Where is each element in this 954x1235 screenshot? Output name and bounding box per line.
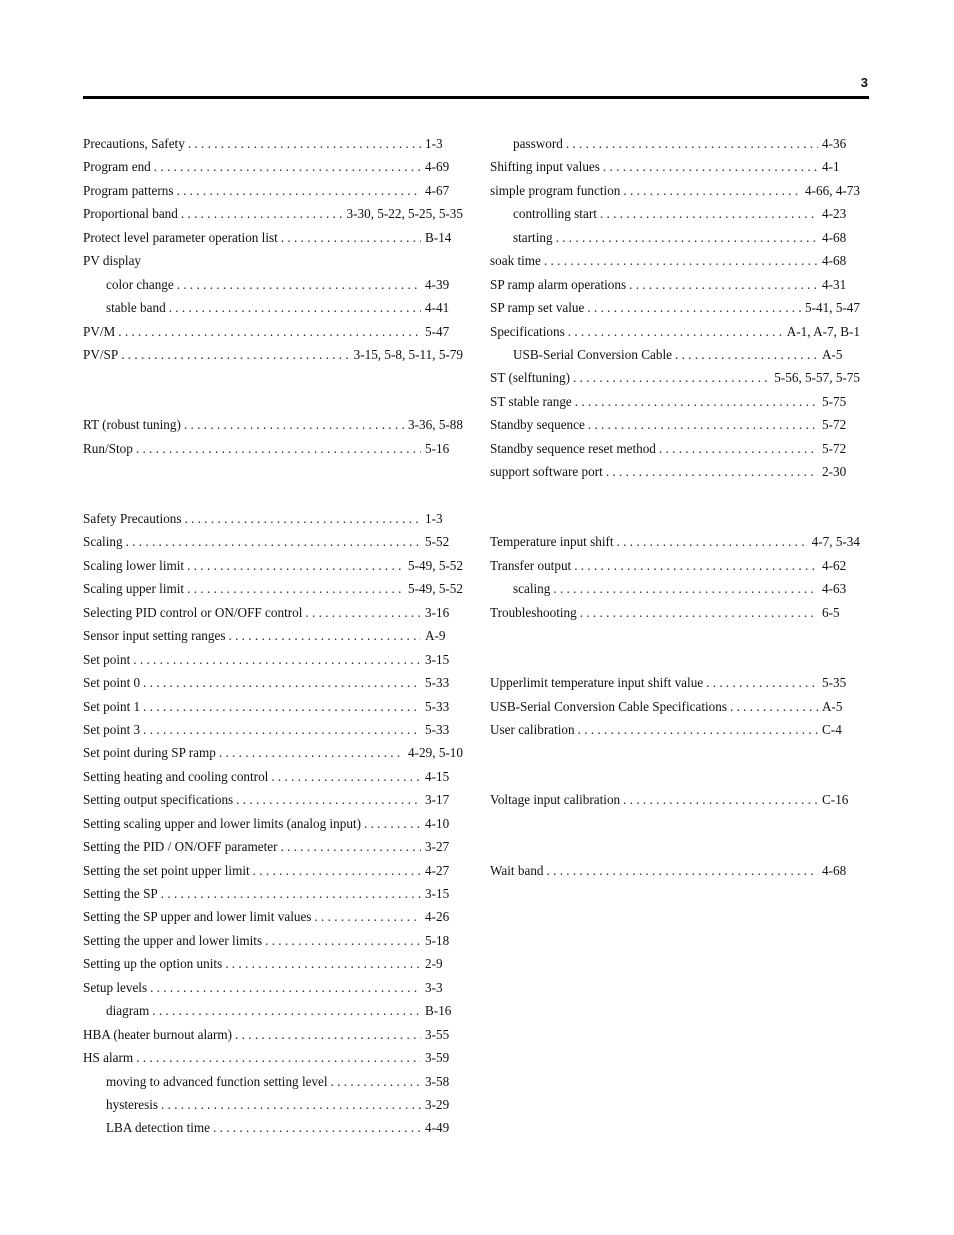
index-term: Protect level parameter operation list <box>83 229 278 245</box>
index-page-ref: A-9 <box>425 628 446 644</box>
index-page-ref: 4-69 <box>425 159 450 175</box>
dot-leader <box>364 812 421 835</box>
index-page-ref: 4-36 <box>822 136 847 151</box>
index-subentry <box>83 1070 463 1093</box>
index-term: color change <box>106 276 174 292</box>
index-term: Program end <box>83 159 151 175</box>
index-page-ref: 3-36, 5-88 <box>408 417 463 433</box>
index-page-ref: 5-35 <box>822 675 847 691</box>
index-term: hysteresis <box>106 1096 159 1112</box>
index-term: PV display <box>83 253 142 269</box>
index-page-ref: C-4 <box>822 721 842 737</box>
index-page-ref: 3-30, 5-22, 5-25, 5-35 <box>346 206 463 222</box>
index-subentry <box>490 343 860 366</box>
index-page-ref: A-5 <box>822 698 843 714</box>
section-gap <box>83 366 463 389</box>
dot-leader <box>574 554 818 577</box>
index-entry <box>490 718 860 741</box>
index-subentry <box>490 577 860 600</box>
index-term: Setting the upper and lower limits <box>83 932 263 948</box>
index-page-ref: 5-33 <box>425 698 450 714</box>
index-page-ref: 4-27 <box>425 862 450 878</box>
index-term: HS alarm <box>83 1050 134 1066</box>
dot-leader <box>675 343 818 366</box>
index-term: HBA (heater burnout alarm) <box>83 1026 233 1042</box>
index-page-ref: A-5 <box>822 346 843 362</box>
index-term: soak time <box>490 253 541 269</box>
index-term: Set point 3 <box>83 721 141 737</box>
index-term: Setting output specifications <box>83 792 234 808</box>
dot-leader <box>265 929 421 952</box>
index-term: stable band <box>106 300 166 316</box>
dot-leader <box>152 999 421 1022</box>
index-page-ref: 4-31 <box>822 276 847 292</box>
index-entry <box>83 530 463 553</box>
index-term: SP ramp alarm operations <box>490 276 627 292</box>
section-gap <box>490 765 860 788</box>
dot-leader <box>600 202 818 225</box>
dot-leader <box>181 202 343 225</box>
index-entry <box>83 952 463 975</box>
index-entry <box>83 577 463 600</box>
index-term: Setup levels <box>83 979 148 995</box>
index-column-right <box>490 132 860 882</box>
index-term: Troubleshooting <box>490 604 577 620</box>
index-entry <box>490 296 860 319</box>
dot-leader <box>253 859 421 882</box>
index-term: controlling start <box>513 206 597 222</box>
index-entry <box>83 905 463 928</box>
index-term: Proportional band <box>83 206 178 222</box>
index-entry <box>83 835 463 858</box>
index-page-ref: 5-75 <box>822 393 847 409</box>
dot-leader <box>228 624 421 647</box>
section-gap <box>490 812 860 835</box>
index-term: scaling <box>513 581 551 597</box>
index-term: Scaling upper limit <box>83 581 185 597</box>
dot-leader <box>184 413 404 436</box>
index-subentry <box>83 273 463 296</box>
index-entry <box>83 179 463 202</box>
index-term: Sensor input setting ranges <box>83 628 226 644</box>
dot-leader <box>225 952 421 975</box>
section-gap <box>83 390 463 413</box>
index-entry <box>490 390 860 413</box>
header-rule <box>83 96 869 99</box>
index-page-ref: 5-72 <box>822 417 847 433</box>
index-entry <box>83 929 463 952</box>
index-page-ref: 4-10 <box>425 815 450 831</box>
index-page-ref: 4-67 <box>425 182 450 198</box>
page-number: 3 <box>860 75 868 90</box>
index-term: USB-Serial Conversion Cable <box>513 346 672 362</box>
index-term: diagram <box>106 1003 150 1019</box>
index-entry <box>490 530 860 553</box>
index-term: Setting the SP upper and lower limit values <box>83 909 312 925</box>
index-entry <box>83 507 463 530</box>
dot-leader <box>235 1023 421 1046</box>
index-entry <box>490 859 860 882</box>
index-entry <box>83 718 463 741</box>
dot-leader <box>547 859 818 882</box>
dot-leader <box>314 905 421 928</box>
dot-leader <box>587 296 801 319</box>
index-entry <box>83 976 463 999</box>
index-entry <box>490 366 860 389</box>
dot-leader <box>331 1070 421 1093</box>
dot-leader <box>150 976 421 999</box>
index-term: Setting heating and cooling control <box>83 768 269 784</box>
dot-leader <box>133 648 421 671</box>
index-page-ref: 5-49, 5-52 <box>408 557 463 573</box>
index-entry <box>490 155 860 178</box>
index-term: Safety Precautions <box>83 511 182 526</box>
index-term: Standby sequence reset method <box>490 440 656 456</box>
dot-leader <box>236 788 421 811</box>
index-entry <box>490 554 860 577</box>
index-page-ref: 5-41, 5-47 <box>805 300 860 316</box>
dot-leader <box>706 671 818 694</box>
index-term: Standby sequence <box>490 417 585 433</box>
dot-leader <box>553 577 818 600</box>
dot-leader <box>617 530 808 553</box>
index-page-ref: A-1, A-7, B-1 <box>786 323 860 339</box>
dot-leader <box>623 788 818 811</box>
index-entry <box>83 1046 463 1069</box>
index-page-ref: 4-68 <box>822 253 847 269</box>
index-subentry <box>83 1116 463 1139</box>
index-term: Precautions, Safety <box>83 136 185 151</box>
index-entry <box>490 437 860 460</box>
index-entry <box>83 155 463 178</box>
dot-leader <box>578 718 818 741</box>
index-term: Temperature input shift <box>490 534 614 550</box>
dot-leader <box>603 155 818 178</box>
dot-leader <box>606 460 818 483</box>
index-page-ref: 4-68 <box>822 862 847 878</box>
index-term: User calibration <box>490 721 575 737</box>
index-page-ref: B-16 <box>425 1003 452 1019</box>
index-page-ref: 4-63 <box>822 581 847 597</box>
index-page-ref: 3-27 <box>425 839 450 855</box>
index-term: Set point 0 <box>83 675 141 691</box>
index-entry <box>490 788 860 811</box>
index-page-ref: 5-52 <box>425 534 450 550</box>
index-page-ref: 2-30 <box>822 464 847 480</box>
index-page-ref: 3-29 <box>425 1096 450 1112</box>
index-page-ref: 4-62 <box>822 557 847 573</box>
index-term: Setting the set point upper limit <box>83 862 250 878</box>
index-subentry <box>490 226 860 249</box>
index-term: moving to advanced function setting level <box>106 1073 328 1089</box>
index-column-left <box>83 132 463 1140</box>
index-term: Scaling <box>83 534 123 550</box>
index-entry <box>83 859 463 882</box>
index-page-ref: 3-59 <box>425 1050 450 1066</box>
index-term: password <box>513 136 563 151</box>
dot-leader <box>185 507 421 530</box>
dot-leader <box>271 765 421 788</box>
index-page-ref: 1-3 <box>425 136 443 151</box>
dot-leader <box>136 437 421 460</box>
dot-leader <box>136 1046 421 1069</box>
index-page-ref: 5-18 <box>425 932 450 948</box>
dot-leader <box>143 695 421 718</box>
index-term: support software port <box>490 464 603 480</box>
section-gap <box>490 741 860 764</box>
index-term: simple program function <box>490 182 621 198</box>
index-page-ref: 3-3 <box>425 979 443 995</box>
index-term: Voltage input calibration <box>490 792 621 808</box>
index-entry <box>83 624 463 647</box>
dot-leader <box>187 554 404 577</box>
index-page-ref: 4-66, 4-73 <box>805 182 860 198</box>
dot-leader <box>154 155 421 178</box>
dot-leader <box>161 1093 421 1116</box>
index-term: Setting the PID / ON/OFF parameter <box>83 839 278 855</box>
index-term: SP ramp set value <box>490 300 585 316</box>
index-page-ref: 4-41 <box>425 300 450 316</box>
dot-leader <box>629 273 818 296</box>
dot-leader <box>281 226 421 249</box>
index-term: USB-Serial Conversion Cable Specifications <box>490 698 727 714</box>
index-entry <box>490 249 860 272</box>
index-entry <box>83 132 463 155</box>
index-term: LBA detection time <box>106 1120 211 1136</box>
index-entry <box>490 413 860 436</box>
index-page-ref: 3-15 <box>425 886 450 901</box>
index-entry <box>490 601 860 624</box>
index-term: starting <box>513 229 553 245</box>
dot-leader <box>580 601 818 624</box>
index-entry <box>83 413 463 436</box>
index-subentry <box>490 202 860 225</box>
index-entry <box>83 601 463 624</box>
index-term: Program patterns <box>83 182 174 198</box>
section-gap <box>490 624 860 647</box>
index-entry <box>83 765 463 788</box>
dot-leader <box>169 296 421 319</box>
index-term: Setting the SP <box>83 886 158 901</box>
dot-leader <box>219 741 404 764</box>
index-term: Scaling lower limit <box>83 557 185 573</box>
index-page-ref: 2-9 <box>425 956 443 972</box>
index-page-ref: 3-15, 5-8, 5-11, 5-79 <box>353 346 463 362</box>
dot-leader <box>281 835 422 858</box>
index-entry <box>83 695 463 718</box>
section-gap <box>490 507 860 530</box>
index-page-ref: 5-47 <box>425 323 450 339</box>
index-page-ref: 4-15 <box>425 768 450 784</box>
index-entry <box>83 648 463 671</box>
index-page-ref: 3-58 <box>425 1073 450 1089</box>
index-entry <box>83 226 463 249</box>
section-gap <box>83 460 463 483</box>
index-term: Set point 1 <box>83 698 141 714</box>
index-entry <box>83 1023 463 1046</box>
index-subentry <box>490 132 860 155</box>
dot-leader <box>126 530 421 553</box>
dot-leader <box>573 366 770 389</box>
dot-leader <box>566 132 818 155</box>
index-page-ref: 5-33 <box>425 675 450 691</box>
index-term: Setting up the option units <box>83 956 223 972</box>
index-page-ref: 4-7, 5-34 <box>811 534 860 550</box>
index-term: Specifications <box>490 323 565 339</box>
index-entry <box>83 554 463 577</box>
index-term: PV/SP <box>83 346 119 362</box>
index-entry <box>83 671 463 694</box>
section-gap <box>490 835 860 858</box>
index-entry <box>83 812 463 835</box>
index-page-ref: 3-15 <box>425 651 450 667</box>
index-page-ref: 1-3 <box>425 511 443 526</box>
index-page-ref: 5-72 <box>822 440 847 456</box>
index-entry <box>83 741 463 764</box>
dot-leader <box>623 179 801 202</box>
dot-leader <box>121 343 349 366</box>
index-entry <box>490 179 860 202</box>
dot-leader <box>176 179 421 202</box>
dot-leader <box>188 132 421 155</box>
index-subentry <box>83 296 463 319</box>
index-term: Setting scaling upper and lower limits (analog input) <box>83 815 361 831</box>
section-gap <box>83 484 463 507</box>
index-subentry <box>83 1093 463 1116</box>
index-subentry <box>83 999 463 1022</box>
index-page-ref: 5-56, 5-57, 5-75 <box>774 370 860 386</box>
index-page-ref: 5-16 <box>425 440 450 456</box>
index-page-ref: C-16 <box>822 792 849 808</box>
index-entry <box>83 882 463 905</box>
index-entry <box>490 273 860 296</box>
dot-leader <box>588 413 818 436</box>
index-term: RT (robust tuning) <box>83 417 181 433</box>
dot-leader <box>118 320 421 343</box>
index-page-ref: 6-5 <box>822 604 840 620</box>
index-page-ref: 5-33 <box>425 721 450 737</box>
index-entry <box>490 671 860 694</box>
index-page-ref: 3-17 <box>425 792 450 808</box>
index-entry <box>83 437 463 460</box>
index-page-ref: 4-39 <box>425 276 450 292</box>
dot-leader <box>305 601 421 624</box>
index-term: Shifting input values <box>490 159 600 175</box>
index-term: Wait band <box>490 862 544 878</box>
dot-leader <box>659 437 818 460</box>
index-page-ref: 4-49 <box>425 1120 450 1136</box>
dot-leader <box>177 273 421 296</box>
index-term: ST stable range <box>490 393 572 409</box>
index-entry <box>83 788 463 811</box>
index-entry <box>83 320 463 343</box>
index-entry <box>490 460 860 483</box>
dot-leader <box>143 718 421 741</box>
section-gap <box>490 648 860 671</box>
dot-leader <box>161 882 421 905</box>
index-term: Selecting PID control or ON/OFF control <box>83 604 303 620</box>
index-page-ref: 4-29, 5-10 <box>408 745 463 761</box>
dot-leader <box>575 390 818 413</box>
dot-leader <box>143 671 421 694</box>
index-entry <box>490 320 860 343</box>
index-page-ref: 4-1 <box>822 159 840 175</box>
index-term: Transfer output <box>490 557 572 573</box>
section-gap <box>490 484 860 507</box>
index-page-ref: B-14 <box>425 229 452 245</box>
index-page-ref: 3-16 <box>425 604 450 620</box>
index-term: ST (selftuning) <box>490 370 570 386</box>
dot-leader <box>556 226 818 249</box>
index-page-ref: 3-55 <box>425 1026 450 1042</box>
dot-leader <box>568 320 783 343</box>
index-page-ref: 4-23 <box>822 206 847 222</box>
index-entry <box>490 695 860 718</box>
index-page-ref: 4-26 <box>425 909 450 925</box>
dot-leader <box>187 577 404 600</box>
index-entry <box>83 202 463 225</box>
index-term: Set point during SP ramp <box>83 745 216 761</box>
index-page-ref: 4-68 <box>822 229 847 245</box>
dot-leader <box>213 1116 421 1139</box>
dot-leader <box>730 695 818 718</box>
index-page-ref: 5-49, 5-52 <box>408 581 463 597</box>
index-entry <box>83 249 463 272</box>
dot-leader <box>544 249 818 272</box>
index-entry <box>83 343 463 366</box>
index-term: Upperlimit temperature input shift value <box>490 675 704 691</box>
index-term: PV/M <box>83 323 116 339</box>
index-term: Set point <box>83 651 131 667</box>
index-term: Run/Stop <box>83 440 133 456</box>
